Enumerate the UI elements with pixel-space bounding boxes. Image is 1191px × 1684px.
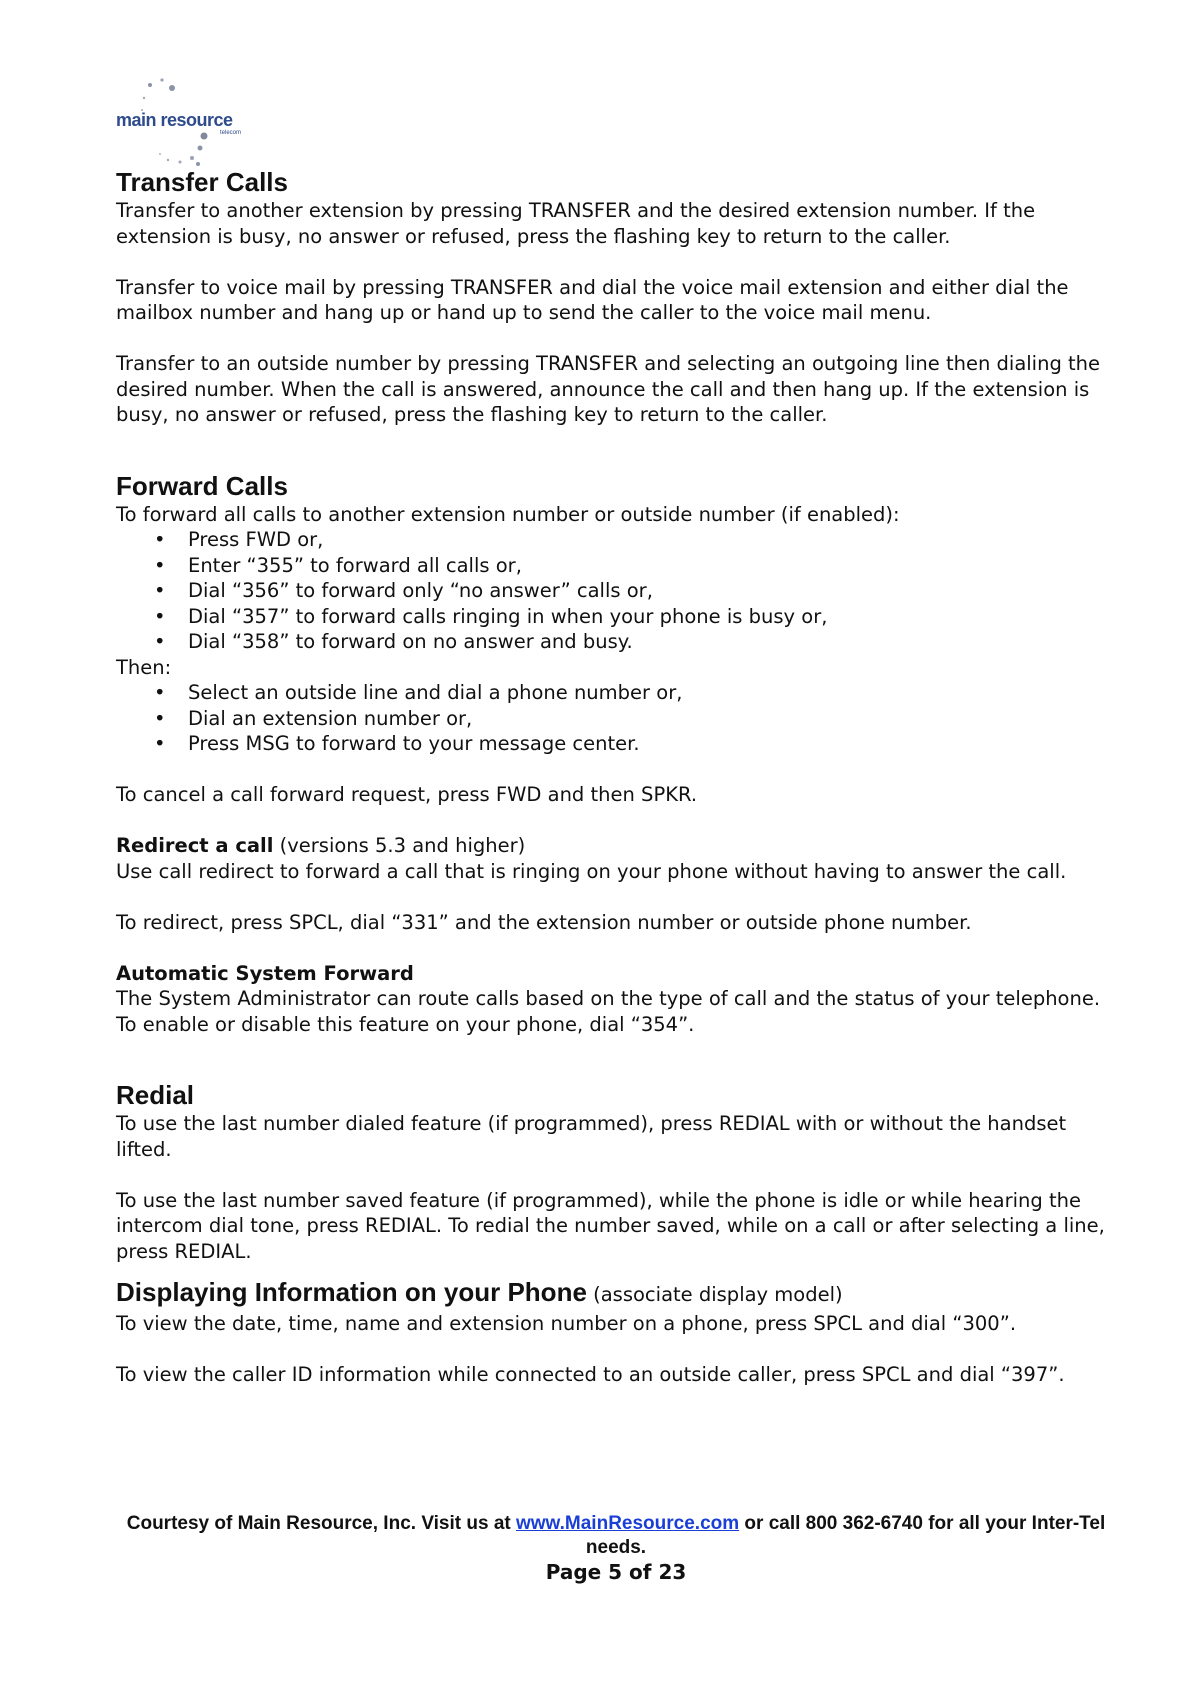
display-model-note: (associate display model) xyxy=(586,1283,843,1306)
forward-cancel-text: To cancel a call forward request, press FWD and then SPKR. xyxy=(116,783,698,806)
redirect-version-note: (versions 5.3 and higher) xyxy=(273,834,526,857)
display-paragraph-1: To view the date, time, name and extension number on a phone, press SPCL and dial “300”. xyxy=(116,1312,1017,1335)
transfer-calls-heading: Transfer Calls xyxy=(116,167,288,197)
redirect-paragraph-2: To redirect, press SPCL, dial “331” and the extension number or outside phone number. xyxy=(116,910,972,934)
list-item: • Press FWD or, xyxy=(116,527,1116,553)
forward-intro: To forward all calls to another extension number or outside number (if enabled): xyxy=(116,502,900,526)
forward-calls-heading: Forward Calls xyxy=(116,470,288,501)
list-item: • Dial “356” to forward only “no answer” calls or, xyxy=(116,578,1116,604)
list-item: • Press MSG to forward to your message center. xyxy=(116,731,1116,757)
redial-paragraph-1: To use the last number dialed feature (if programmed), press REDIAL with or without the handset lifted. xyxy=(116,1112,1067,1161)
transfer-paragraph-2: Transfer to voice mail by pressing TRANSFER and dial the voice mail extension and either dial the mailbox number and hang up or hand up to send the caller to the voice mail menu. xyxy=(116,275,1069,324)
main-resource-logo xyxy=(116,70,256,170)
redirect-title-line xyxy=(116,833,1116,859)
transfer-paragraph-3: Transfer to an outside number by pressing TRANSFER and selecting an outgoing line then dialing the desired number. When the call is answered, announce the call and then hang up. If the extension is busy, no answer or refused, press the flashing key to return to the caller. xyxy=(116,352,1101,426)
logo-sub-text: telecom xyxy=(220,130,242,136)
page-number: Page 5 of 23 xyxy=(545,1560,687,1584)
redirect-paragraph-1: Use call redirect to forward a call that is ringing on your phone without having to answer the call. xyxy=(116,859,1067,883)
footer-post-text: or call 800 362-6740 for all your Inter-Tel needs. xyxy=(585,1513,1106,1558)
redirect-title: Redirect a call xyxy=(116,834,274,857)
display-info-heading-line xyxy=(116,1276,1116,1311)
footer-courtesy-line xyxy=(116,1512,1116,1560)
display-paragraph-2: To view the caller ID information while connected to an outside caller, press SPCL and dial “397”. xyxy=(116,1363,1065,1386)
auto-forward-title: Automatic System Forward xyxy=(116,961,414,985)
footer-pre-text: Courtesy of Main Resource, Inc. Visit us at xyxy=(126,1513,516,1534)
list-item: • Enter “355” to forward all calls or, xyxy=(116,553,1116,579)
list-item: • Dial “358” to forward on no answer and busy. xyxy=(116,629,1116,655)
list-item: • Dial “357” to forward calls ringing in when your phone is busy or, xyxy=(116,604,1116,630)
transfer-paragraph-1: Transfer to another extension by pressing TRANSFER and the desired extension number. If the extension is busy, no answer or refused, press the flashing key to return to the caller. xyxy=(116,199,1036,248)
forward-options-list xyxy=(116,527,1116,655)
page-footer xyxy=(116,1512,1116,1584)
auto-forward-paragraph: The System Administrator can route calls based on the type of call and the status of your telephone. To enable or disable this feature on your phone, dial “354”. xyxy=(116,987,1101,1036)
list-item: • Select an outside line and dial a phone number or, xyxy=(116,680,1116,706)
redial-paragraph-2: To use the last number saved feature (if programmed), while the phone is idle or while hearing the intercom dial tone, press REDIAL. To redial the number saved, while on a call or after selecting a line, press REDIAL. xyxy=(116,1188,1105,1263)
footer-website-link[interactable]: www.MainResource.com xyxy=(516,1513,740,1534)
forward-then-label: Then: xyxy=(116,655,172,679)
list-item: • Dial an extension number or, xyxy=(116,706,1116,732)
redial-heading: Redial xyxy=(116,1080,195,1110)
display-info-heading: Displaying Information on your Phone xyxy=(116,1277,587,1307)
document-page xyxy=(116,70,1116,1388)
logo-brand-text: main resource xyxy=(116,110,233,130)
forward-targets-list xyxy=(116,680,1116,757)
